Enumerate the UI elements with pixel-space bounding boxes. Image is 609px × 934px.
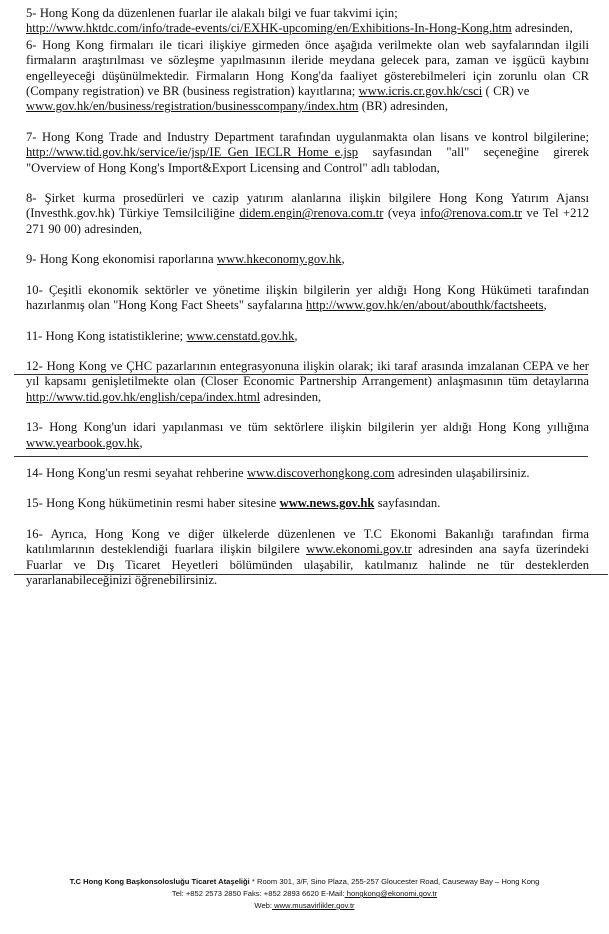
item-10-after: , — [543, 298, 547, 313]
item-15-before: 15- Hong Kong hükümetinin resmi haber sitesine — [26, 496, 280, 511]
footer-org: T.C Hong Kong Başkonsolosluğu Ticaret Ataşeliği — [69, 877, 250, 886]
footer-line-1 — [0, 876, 609, 888]
item-12-after: adresinden, — [260, 389, 322, 404]
item-6-link-br[interactable]: www.gov.hk/en/business/registration/businesscompany/index.htm — [26, 99, 359, 114]
item-8-info-link[interactable]: info@renova.com.tr — [420, 206, 523, 221]
item-14 — [26, 466, 589, 481]
item-5 — [26, 6, 589, 37]
footer-email-link[interactable]: hongkong@ekonomi.gov.tr — [344, 889, 438, 898]
item-8-before: 8- Şirket kurma prosedürleri ve cazip yatırım alanlarına ilişkin bilgilere Hong Kong Yatırım Ajansı (Investhk.gov.hk) Türkiye Temsilciliğine — [26, 191, 589, 221]
item-13 — [26, 420, 589, 451]
item-12 — [26, 359, 589, 405]
item-15 — [26, 496, 589, 511]
footer-line-3 — [0, 900, 609, 912]
item-14-after: adresinden ulaşabilirsiniz. — [394, 465, 530, 480]
footer-line-2 — [0, 888, 609, 900]
item-8 — [26, 191, 589, 237]
item-5-after: adresinden, — [511, 21, 573, 36]
item-16-before: 16- Ayrıca, Hong Kong ve diğer ülkelerde düzenlenen ve T.C Ekonomi Bakanlığı tarafından firma katılımlarının desteklendiği fuarlara ilişkin bilgilere — [26, 526, 589, 557]
item-6-text: 6- Hong Kong firmaları ile ticari ilişkiye girmeden önce aşağıda verilmekte olan web sayfalarından ilgili firmaların araştırılması ve sözleşme yapılmasının ileride meydana gelecek para, zaman ve işgücü kaybını engelleyeceği düşünülmektedir. Firmaların Hong Kong'da faaliyet gösterebilmeleri için zorunlu olan CR (Company registration) ve BR (business registration) kayıtlarına; — [26, 37, 589, 99]
item-6 — [26, 38, 589, 115]
item-16-after: adresinden ana sayfa üzerindeki Fuarlar ve Dış Ticaret Heyetleri bölümünden ulaşabilir, katılmanız halinde ne tür desteklerden yararlanabileceğinizi öğrenebilirsiniz. — [26, 542, 590, 587]
item-11 — [26, 329, 589, 344]
item-14-link[interactable]: www.discoverhongkong.com — [247, 465, 395, 480]
item-5-text: 5- Hong Kong da düzenlenen fuarlar ile alakalı bilgi ve fuar takvimi için; — [26, 6, 398, 20]
item-6-mid: ( CR) ve — [482, 84, 530, 99]
item-8-email-link[interactable]: didem.engin@renova.com.tr — [239, 206, 384, 221]
divider-line — [14, 574, 608, 575]
item-7 — [26, 130, 589, 176]
item-10-before: 10- Çeşitli ekonomik sektörler ve yönetime ilişkin bilgilerin yer aldığı Hong Kong Hükümeti tarafından hazırlanmış olan "Hong Kong Fact Sheets" sayfalarına — [26, 282, 589, 313]
item-9-before: 9- Hong Kong ekonomisi raporlarına — [26, 252, 217, 267]
item-16-link[interactable]: www.ekonomi.gov.tr — [306, 542, 412, 557]
item-6-after: (BR) adresinden, — [358, 99, 449, 114]
footer-tel: +852 2573 2850 — [183, 889, 241, 898]
item-15-link[interactable]: www.news.gov.hk — [279, 496, 375, 511]
divider-line — [14, 456, 588, 457]
document-body — [26, 6, 589, 603]
item-11-before: 11- Hong Kong istatistiklerine; — [26, 328, 187, 343]
item-6-link-cr[interactable]: www.icris.cr.gov.hk/csci — [358, 84, 483, 99]
item-13-link[interactable]: www.yearbook.gov.hk — [26, 435, 140, 450]
footer-address: * Room 301, 3/F, Sino Plaza, 255-257 Gloucester Road, Causeway Bay – Hong Kong — [249, 877, 540, 886]
item-13-after: , — [139, 435, 143, 450]
footer-email-label: E-Mail: — [318, 889, 345, 898]
item-8-mid: (veya — [383, 206, 421, 221]
footer-fax: +852 2893 6620 — [261, 889, 319, 898]
item-16 — [26, 527, 589, 589]
item-10 — [26, 283, 589, 314]
item-9 — [26, 252, 589, 267]
item-9-after: , — [341, 252, 345, 267]
footer-web-label: Web: — [254, 901, 273, 910]
footer-tel-label: Tel: — [171, 889, 184, 898]
item-14-before: 14- Hong Kong'un resmi seyahat rehberine — [26, 465, 248, 480]
item-7-after: sayfasından "all" seçeneğine girerek "Overview of Hong Kong's Import&Export Licensing and Control" adlı tablodan, — [26, 145, 589, 175]
item-13-before: 13- Hong Kong'un idari yapılanması ve tüm sektörlere ilişkin bilgilerin yer aldığı Hong Kong yıllığına — [26, 420, 589, 435]
footer-fax-label: Faks: — [240, 889, 262, 898]
divider-line — [14, 374, 588, 375]
item-11-link[interactable]: www.censtatd.gov.hk — [186, 328, 295, 343]
letterhead-footer — [0, 876, 609, 912]
item-12-before: 12- Hong Kong ve ÇHC pazarlarının entegrasyonuna ilişkin olarak; iki taraf arasında imzalanan CEPA ve her yıl kapsamı genişletilmekte olan (Closer Economic Partnership Arrangement) anlaşmasının tüm detaylarına — [26, 358, 589, 389]
item-5-link[interactable]: http://www.hktdc.com/info/trade-events/ci/EXHK-upcoming/en/Exhibitions-In-Hong-Kong.htm — [26, 21, 512, 36]
item-7-before: 7- Hong Kong Trade and Industry Department tarafından uygulanmakta olan lisans ve kontrol bilgilerine; — [26, 129, 589, 144]
footer-web-link[interactable]: www.musavirlikler.gov.tr — [272, 901, 355, 910]
item-15-after: sayfasından. — [374, 496, 441, 511]
item-8-after: ve Tel +212 271 90 00) adresinden, — [26, 206, 589, 236]
item-10-link[interactable]: http://www.gov.hk/en/about/abouthk/factsheets — [305, 298, 544, 313]
item-9-link[interactable]: www.hkeconomy.gov.hk — [216, 252, 342, 267]
item-12-link[interactable]: http://www.tid.gov.hk/english/cepa/index.html — [26, 389, 261, 404]
item-11-after: , — [294, 328, 298, 343]
item-7-link[interactable]: http://www.tid.gov.hk/service/ie/jsp/IE_Gen_IECLR_Home_e.jsp — [26, 145, 359, 160]
